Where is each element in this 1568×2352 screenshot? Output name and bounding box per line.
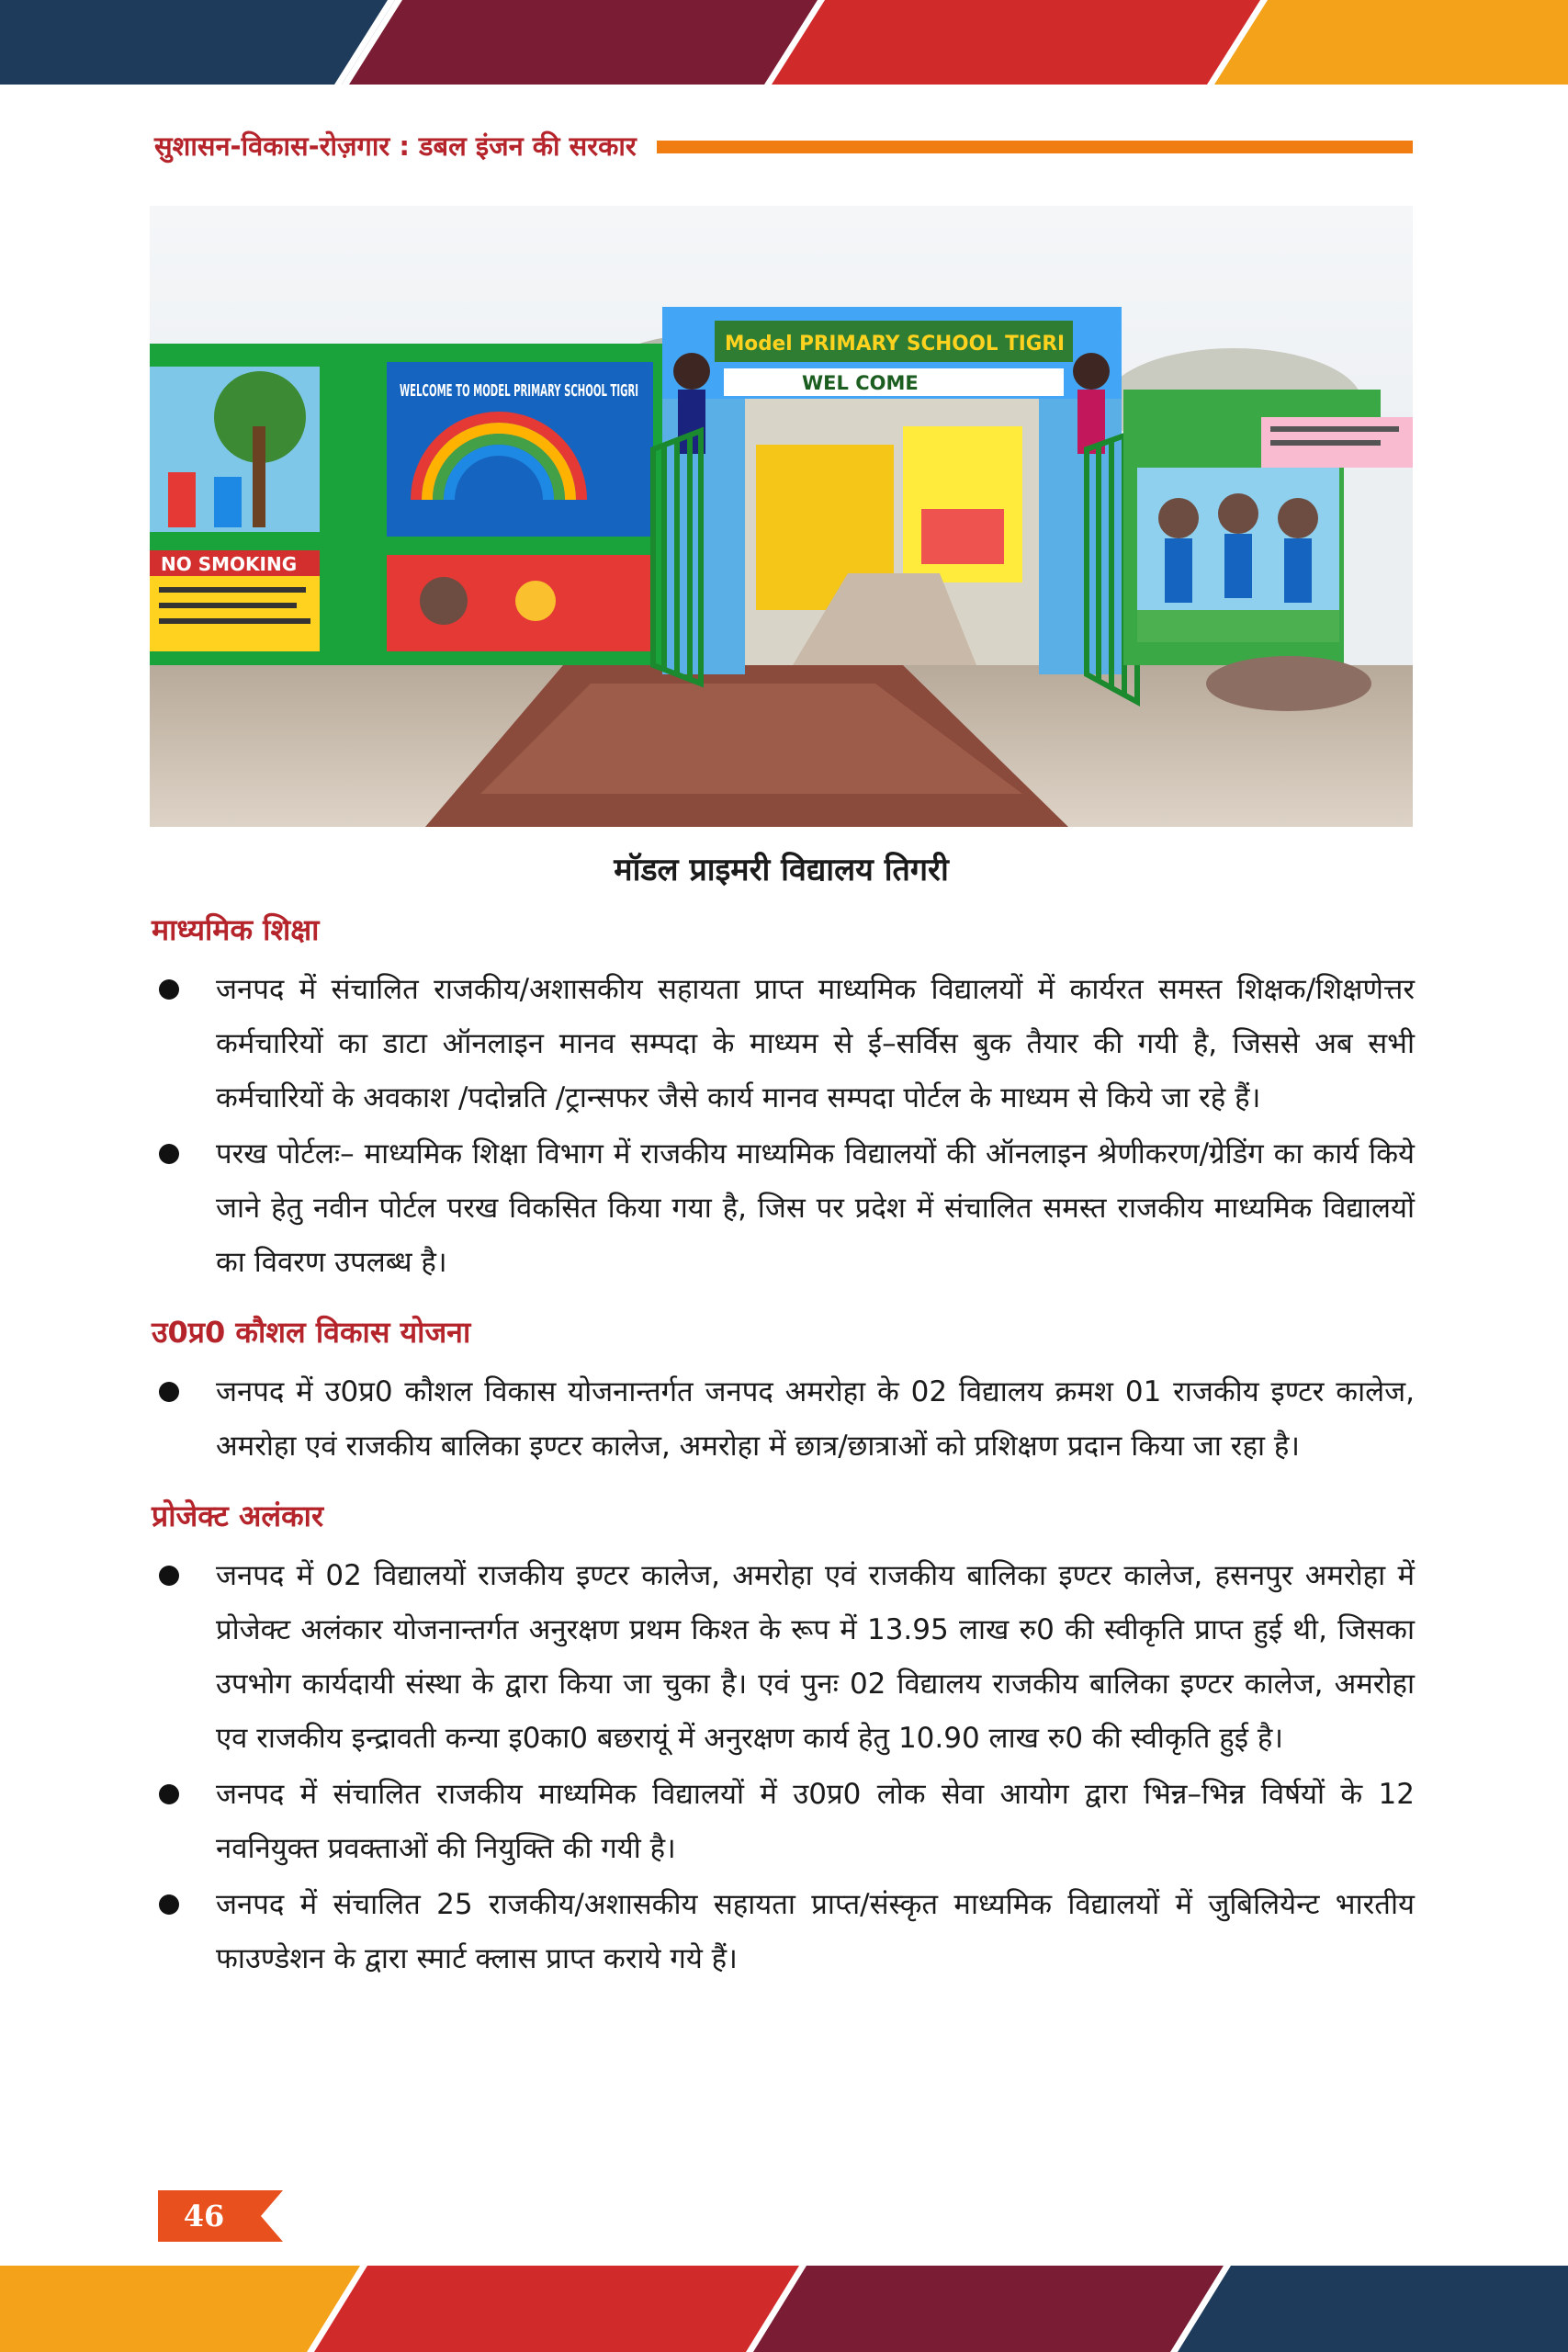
bullet-icon xyxy=(159,979,179,1000)
running-header-rule xyxy=(657,141,1413,153)
list-item xyxy=(152,1365,1415,1474)
school-photo xyxy=(150,206,1413,827)
list-item-text: जनपद में संचालित राजकीय/अशासकीय सहायता प्राप्त माध्यमिक विद्यालयों में कार्यरत समस्त शिक्षक/शिक्षणेत्तर कर्मचारियों का डाटा ऑनलाइन मानव सम्पदा के माध्यम से ई–सर्विस बुक तैयार की गयी है, जिससे अब सभी कर्मचारियों के अवकाश /पदोन्नति /ट्रान्सफर जैसे कार्य मानव सम्पदा पोर्टल के माध्यम से किये जा रहे हैं। xyxy=(216,973,1415,1114)
bullet-icon xyxy=(159,1144,179,1164)
page-number-tab xyxy=(158,2190,283,2242)
list-item-text: जनपद में उ0प्र0 कौशल विकास योजनान्तर्गत जनपद अमरोहा के 02 विद्यालय क्रमश 01 राजकीय इण्टर कालेज, अमरोहा एवं राजकीय बालिका इण्टर कालेज, अमरोहा में छात्र/छात्राओं को प्रशिक्षण प्रदान किया जा रहा है। xyxy=(216,1375,1415,1463)
section-heading-secondary-education: माध्यमिक शिक्षा xyxy=(152,912,320,947)
bullet-list-secondary-education xyxy=(152,963,1415,1290)
section-heading-project-alankar: प्रोजेक्ट अलंकार xyxy=(152,1498,324,1533)
page-number: 46 xyxy=(183,2199,225,2233)
running-header-title: सुशासन-विकास-रोज़गार : डबल इंजन की सरकार xyxy=(154,130,637,162)
sign-school-name: Model PRIMARY SCHOOL TIGRI xyxy=(725,333,1065,356)
bullet-icon xyxy=(159,1784,179,1804)
bullet-icon xyxy=(159,1566,179,1586)
bullet-icon xyxy=(159,1382,179,1402)
list-item-text: जनपद में 02 विद्यालयों राजकीय इण्टर कालेज, अमरोहा एवं राजकीय बालिका इण्टर कालेज, हसनपुर अमरोहा में प्रोजेक्ट अलंकार योजनान्तर्गत अनुरक्षण प्रथम किश्त के रूप में 13.95 लाख रु0 की स्वीकृति प्राप्त हुई थी, जिसका उपभोग कार्यदायी संस्था के द्वारा किया जा चुका है। एवं पुनः 02 विद्यालय राजकीय बालिका इण्टर कालेज, अमरोहा एव राजकीय इन्द्रावती कन्या इ0का0 बछरायूं में अनुरक्षण कार्य हेतु 10.90 लाख रु0 की स्वीकृति हुई है। xyxy=(216,1559,1415,1755)
list-item-text: परख पोर्टलः– माध्यमिक शिक्षा विभाग में राजकीय माध्यमिक विद्यालयों की ऑनलाइन श्रेणीकरण/ग्रेडिंग का कार्य किये जाने हेतु नवीन पोर्टल परख विकसित किया गया है, जिस पर प्रदेश में संचालित समस्त राजकीय माध्यमिक विद्यालयों का विवरण उपलब्ध है। xyxy=(216,1137,1415,1279)
sign-welcome-arch: WEL COME xyxy=(802,372,919,394)
running-header xyxy=(154,127,1413,164)
main-content xyxy=(152,910,1415,2008)
bullet-icon xyxy=(159,1894,179,1915)
sign-welcome-wall: WELCOME TO MODEL PRIMARY SCHOOL TIGRI xyxy=(400,381,638,401)
bullet-list-project-alankar xyxy=(152,1549,1415,1986)
bullet-list-skill-development xyxy=(152,1365,1415,1474)
sign-no-smoking: NO SMOKING xyxy=(161,553,298,575)
top-decorative-band xyxy=(0,0,1568,85)
list-item xyxy=(152,1127,1415,1290)
bottom-decorative-band xyxy=(0,2266,1568,2352)
photo-caption: मॉडल प्राइमरी विद्यालय तिगरी xyxy=(614,852,949,888)
list-item-text: जनपद में संचालित राजकीय माध्यमिक विद्यालयों में उ0प्र0 लोक सेवा आयोग द्वारा भिन्न–भिन्न विर्षयों के 12 नवनियुक्त प्रवक्ताओं की नियुक्ति की गयी है। xyxy=(216,1778,1415,1865)
list-item xyxy=(152,963,1415,1125)
list-item xyxy=(152,1549,1415,1766)
list-item xyxy=(152,1768,1415,1876)
list-item-text: जनपद में संचालित 25 राजकीय/अशासकीय सहायता प्राप्त/संस्कृत माध्यमिक विद्यालयों में जुबिलियेन्ट भारतीय फाउण्डेशन के द्वारा स्मार्ट क्लास प्राप्त कराये गये हैं। xyxy=(216,1888,1415,1975)
section-heading-skill-development: उ0प्र0 कौशल विकास योजना xyxy=(152,1315,471,1350)
list-item xyxy=(152,1878,1415,1986)
